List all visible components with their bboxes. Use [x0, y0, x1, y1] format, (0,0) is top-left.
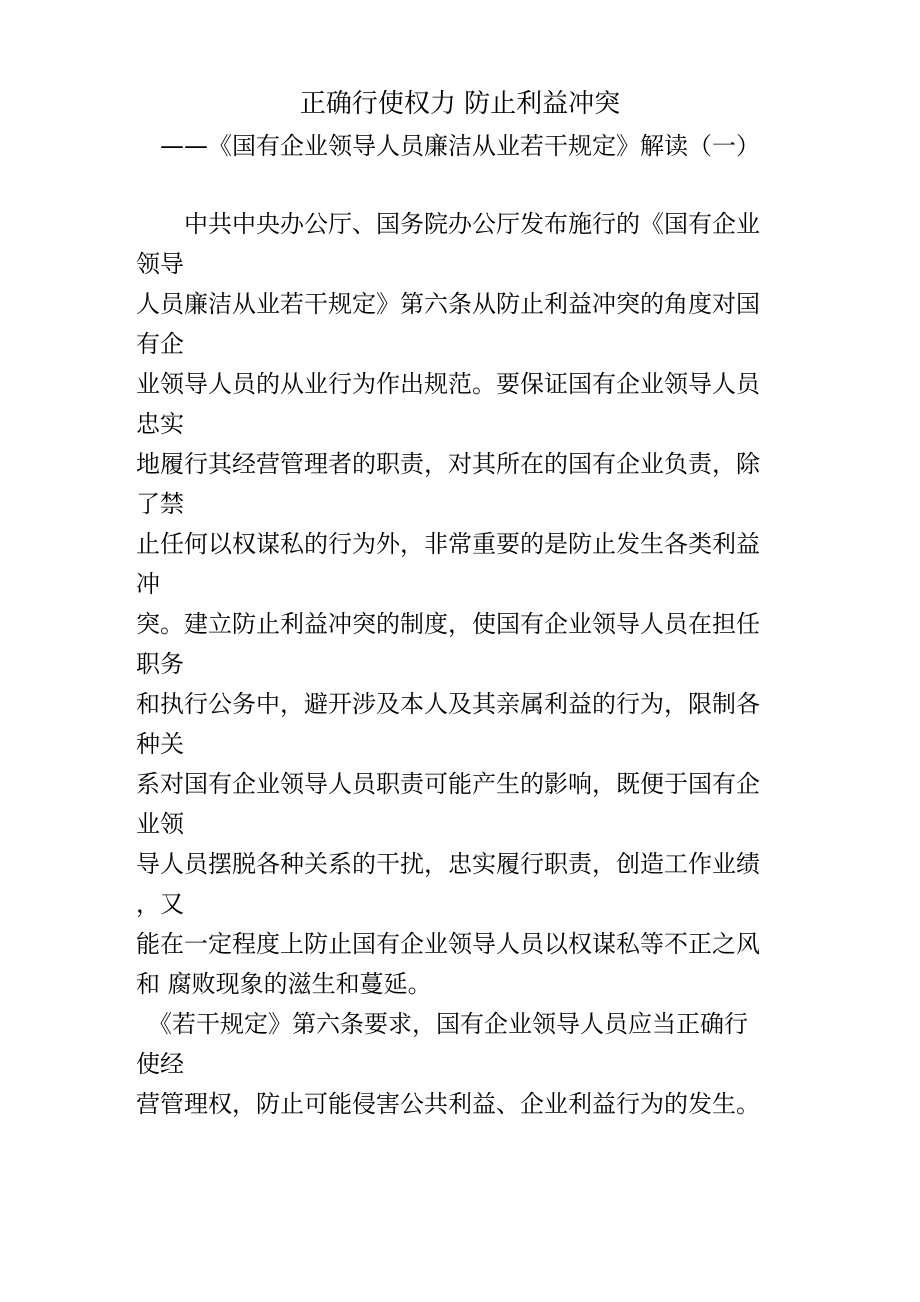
text-line: ，又 — [136, 890, 184, 918]
text-line: 有企 — [136, 330, 184, 358]
text-line: 中共中央办公厅、国务院办公厅发布施行的《国有企业 — [136, 210, 760, 238]
document-body — [136, 204, 796, 1124]
document-title: 正确行使权力 防止利益冲突 — [299, 89, 621, 119]
text-line: 人员廉洁从业若干规定》第六条从防止利益冲突的角度对国 — [136, 290, 760, 318]
text-line: 业领导人员的从业行为作出规范。要保证国有企业领导人员 — [136, 370, 760, 398]
text-line: 止任何以权谋私的行为外，非常重要的是防止发生各类利益 — [136, 530, 760, 558]
text-line: 使经 — [136, 1050, 184, 1078]
text-line: 了禁 — [136, 490, 184, 518]
document-subtitle: ——《国有企业领导人员廉洁从业若干规定》解读（一） — [160, 132, 760, 160]
text-line: 营管理权，防止可能侵害公共利益、企业利益行为的发生。 — [136, 1090, 760, 1118]
text-line: 《若干规定》第六条要求，国有企业领导人员应当正确行 — [136, 1010, 748, 1038]
text-line: 系对国有企业领导人员职责可能产生的影响，既便于国有企 — [136, 770, 760, 798]
text-line: 种关 — [136, 730, 184, 758]
text-line: 和执行公务中，避开涉及本人及其亲属利益的行为，限制各 — [136, 690, 760, 718]
text-line: 突。建立防止利益冲突的制度，使国有企业领导人员在担任 — [136, 610, 760, 638]
text-line: 业领 — [136, 810, 184, 838]
text-line: 职务 — [136, 650, 184, 678]
text-line: 冲 — [136, 570, 160, 598]
text-line: 领导 — [136, 250, 184, 278]
text-line: 忠实 — [136, 410, 184, 438]
text-line: 能在一定程度上防止国有企业领导人员以权谋私等不正之风 — [136, 930, 760, 958]
text-line: 和 腐败现象的滋生和蔓延。 — [136, 970, 432, 998]
text-line: 地履行其经营管理者的职责，对其所在的国有企业负责，除 — [136, 450, 760, 478]
text-line: 导人员摆脱各种关系的干扰，忠实履行职责，创造工作业绩 — [136, 850, 760, 878]
